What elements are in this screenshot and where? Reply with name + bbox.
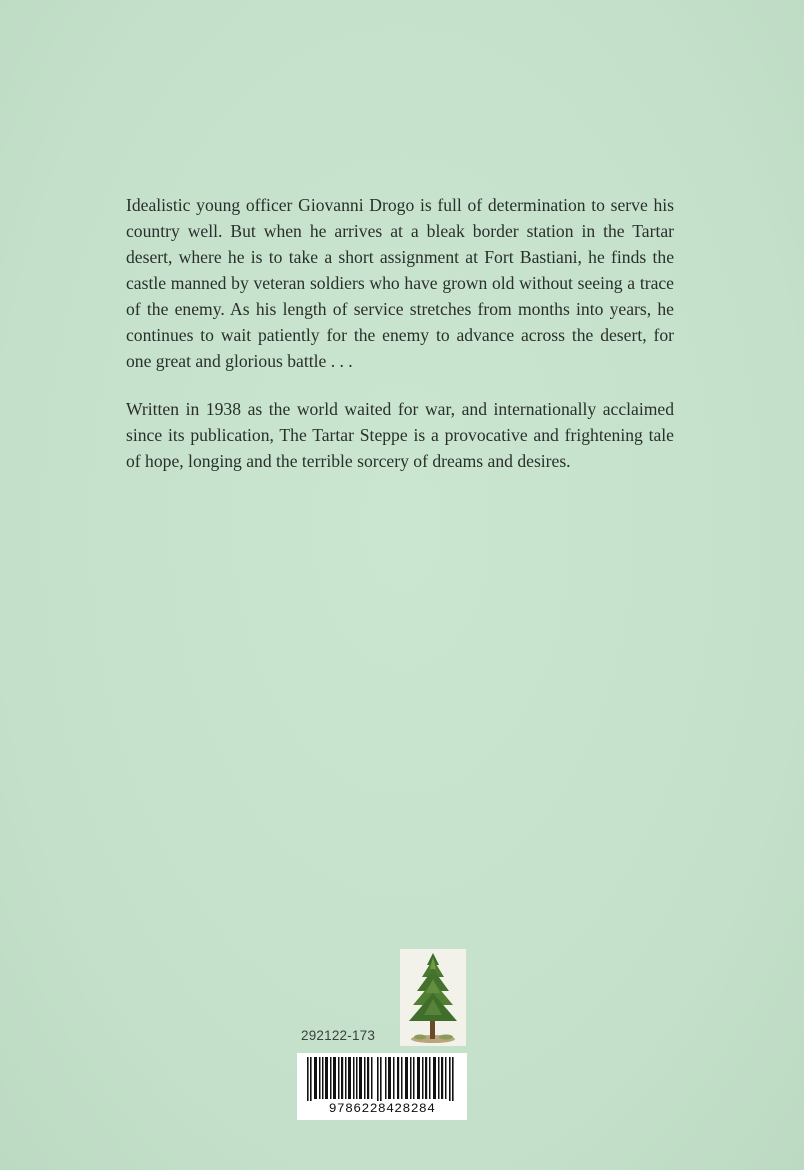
catalog-code: 292122-173 [301,1028,376,1043]
blurb-paragraph-2: Written in 1938 as the world waited for war, and internationally acclaimed since its publication, The Tartar Steppe is a provocative and frightening tale of hope, longing and the terrible sorcery of dreams and desires. [126,399,674,471]
publisher-logo [400,949,466,1046]
blurb [126,192,674,496]
blurb-paragraph-1: Idealistic young officer Giovanni Drogo is full of determination to serve his country well. But when he arrives at a bleak border station in the Tartar desert, where he is to take a short assignment at Fort Bastiani, he finds the castle manned by veteran soldiers who have grown old without seeing a trace of the enemy. As his length of service stretches from months into years, he continues to wait patiently for the enemy to advance across the desert, for one great and glorious battle . . . [126,195,674,371]
pine-tree-icon [400,949,466,1046]
barcode [297,1053,467,1120]
isbn-number: 9786228428284 [297,1101,467,1116]
barcode-bars [297,1053,467,1103]
